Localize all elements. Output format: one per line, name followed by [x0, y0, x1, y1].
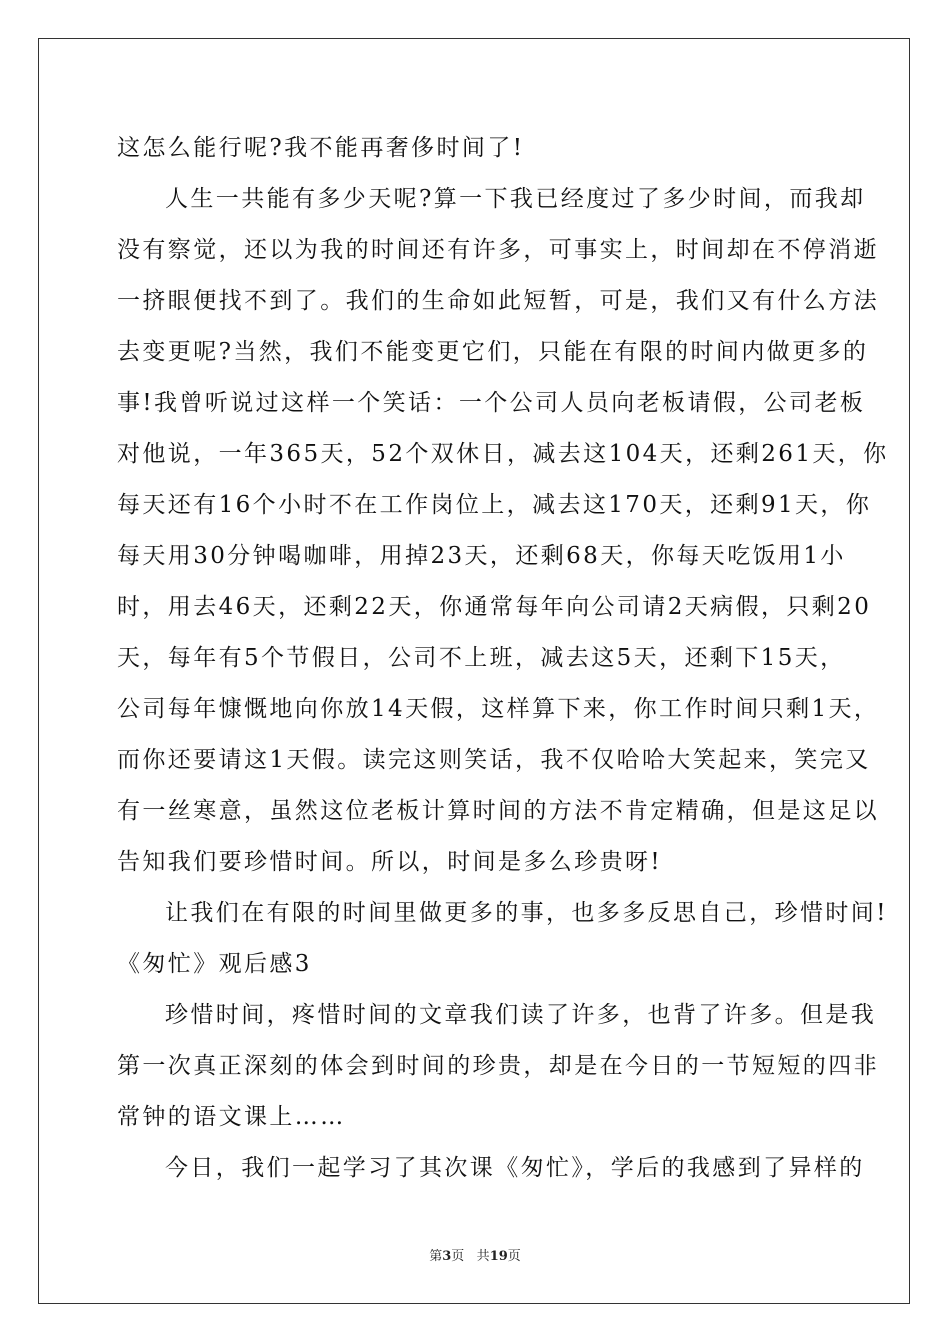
- paragraph-start-line: 今日，我们一起学习了其次课《匆忙》，学后的我感到了异样的: [165, 1155, 865, 1181]
- text-line: 有一丝寒意，虽然这位老板计算时间的方法不肯定精确，但是这足以: [117, 798, 879, 824]
- text-line: 对他说，一年365天，52个双休日，减去这104天，还剩261天，你: [117, 441, 889, 467]
- paragraph-start-line: 让我们在有限的时间里做更多的事，也多多反思自己，珍惜时间!: [165, 900, 888, 926]
- page-current: 3: [442, 1249, 452, 1264]
- text-line: 事!我曾听说过这样一个笑话：一个公司人员向老板请假，公司老板: [117, 390, 866, 416]
- text-line: 没有察觉，还以为我的时间还有许多，可事实上，时间却在不停消逝: [117, 237, 879, 263]
- text-line: 一挤眼便找不到了。我们的生命如此短暂，可是，我们又有什么方法: [117, 288, 879, 314]
- text-line: 时，用去46天，还剩22天，你通常每年向公司请2天病假，只剩20: [117, 594, 872, 620]
- text-line: 而你还要请这1天假。读完这则笑话，我不仅哈哈大笑起来，笑完又: [117, 747, 871, 773]
- section-heading: 《匆忙》观后感3: [117, 951, 312, 977]
- text-line: 每天用30分钟喝咖啡，用掉23天，还剩68天，你每天吃饭用1小: [117, 543, 846, 569]
- text-line: 天，每年有5个节假日，公司不上班，减去这5天，还剩下15天，: [117, 645, 846, 671]
- text-line: 去变更呢?当然，我们不能变更它们，只能在有限的时间内做更多的: [117, 339, 869, 365]
- page-total: 19: [489, 1249, 508, 1264]
- text-line: 这怎么能行呢?我不能再奢侈时间了!: [117, 135, 525, 161]
- paragraph-start-line: 珍惜时间，疼惜时间的文章我们读了许多，也背了许多。但是我: [165, 1002, 877, 1028]
- page-suffix: 页: [451, 1249, 465, 1264]
- text-line: 公司每年慷慨地向你放14天假，这样算下来，你工作时间只剩1天，: [117, 696, 880, 722]
- text-line: 常钟的语文课上……: [117, 1104, 346, 1130]
- paragraph-start-line: 人生一共能有多少天呢?算一下我已经度过了多少时间，而我却: [165, 186, 866, 212]
- text-line: 第一次真正深刻的体会到时间的珍贵，却是在今日的一节短短的四非: [117, 1053, 879, 1079]
- total-prefix: 共: [476, 1249, 490, 1264]
- text-line: 告知我们要珍惜时间。所以，时间是多么珍贵呀!: [117, 849, 663, 875]
- page-footer: [0, 1249, 950, 1265]
- total-suffix: 页: [507, 1249, 521, 1264]
- page-prefix: 第: [429, 1249, 443, 1264]
- text-line: 每天还有16个小时不在工作岗位上，减去这170天，还剩91天，你: [117, 492, 872, 518]
